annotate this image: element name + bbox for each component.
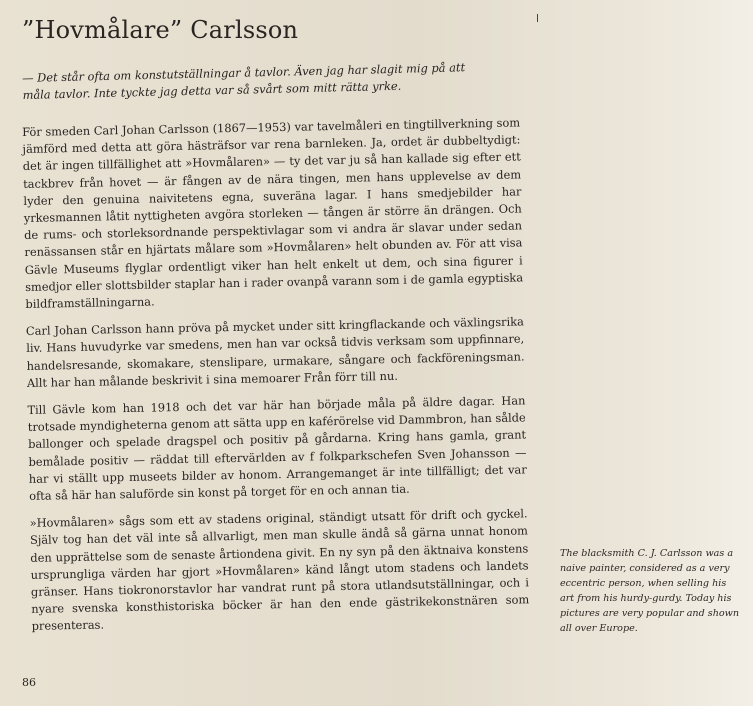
paragraph: »Hovmålaren» sågs som ett av stadens original, ständigt utsatt för drift och gyckel. Själv tog han det väl inte så allvarligt, men man skulle ändå så gärna unnat honom den upprättelse som de senaste årtiondena givit. En ny syn på den äktnaiva konstens ursprungliga värden har gjort »Hovmålaren» känd långt utom stadens och landets gränser. Hans tiokronorstavlor har vandrat runt på stora utlandsutställningar, och i nyare svenska konsthistoriska böcker är han den ende gästrikekonstnären som presenteras.	[29, 506, 530, 634]
intro-quote: — Det står ofta om konstutställningar å tavlor. Även jag har slagit mig på att måla tavlor. Inte tyckte jag detta var så svårt som mitt rätta yrke.	[22, 60, 466, 102]
paragraph: För smeden Carl Johan Carlsson (1867—1953) var tavelmåleri en tingtillverkning som jämförd med detta att göra hästräfsor var rena barnleken. Ja, ordet är dubbeltydigt: det är ingen tillfällighet att »Hovmålaren» — ty det var ju så han kallade sig efter ett tackbrev från hovet — är fången av de nära tingen, men hans upplevelse av dem lyder den genuina naivitetens egna, suveräna lagar. I hans smedjebilder har yrkesmannen låtit nyttigheten avgöra storleken — tången är större än drängen. Och de rums- och storleksordnande perspektivlagar som vi andra är slavar under sedan renässansen står en hjärtats målare som »Hovmålaren» helt obunden av. För att visa Gävle Museums flyglar ordentligt viker han helt enkelt ut dem, och sina figurer i smedjor eller slottsbilder staplar han i rader ovanpå varann som i de gamla egyptiska bildframställningarna.	[22, 115, 524, 311]
page-number: 86	[22, 676, 36, 689]
paragraph: Carl Johan Carlsson hann pröva på mycket under sitt kringflackande och växlingsrika liv. Hans huvudyrke var smedens, men han var också tidvis verksam som uppfinnare, handelsresande, skomakare, stenslipare, urmakare, sångare och fackföreningsman. Allt har han målande beskrivit i sina memoarer Från förr till nu.	[25, 314, 525, 390]
body-text	[22, 114, 530, 645]
paragraph: Till Gävle kom han 1918 och det var här han började måla på äldre dagar. Han trotsade myndigheterna genom att sätta upp en kaférörelse vid Dammbron, han sålde ballonger och spelade dragspel och positiv på gårdarna. Kring hans gamla, grant bemålade positiv — räddat till eftervärlden av f folkparkschefen Sven Johansson — har vi ställt upp museets bilder av honom. Arrangemanget är inte tillfälligt; det var ofta så här han saluförde sin konst på torget för en och annan tia.	[27, 393, 527, 503]
page-title: ”Hovmålare” Carlsson	[22, 16, 299, 44]
image-caption: The blacksmith C. J. Carlsson was a naive painter, considered as a very eccentric person, when selling his art from his hurdy-gurdy. Today his pictures are very popular and shown all over Europe.	[560, 548, 740, 634]
page-mark	[537, 14, 538, 22]
